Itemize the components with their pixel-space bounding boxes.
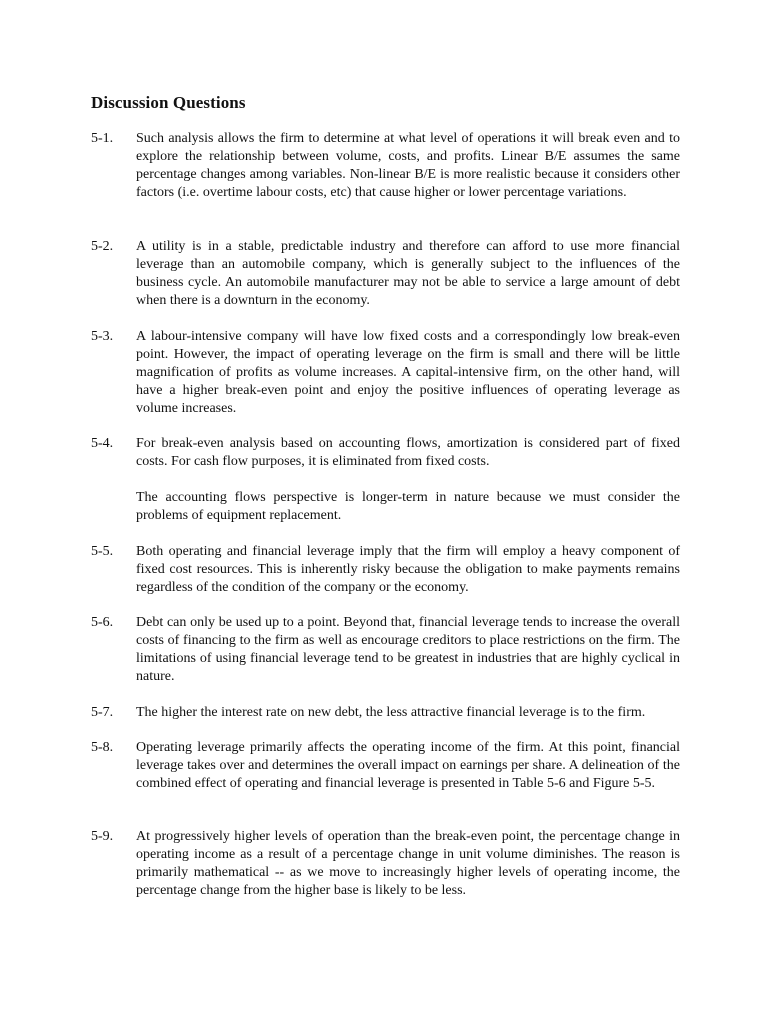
question-number: 5-2. xyxy=(91,239,114,254)
question-answer xyxy=(136,130,680,202)
question-answer xyxy=(136,614,680,686)
question-5-1 xyxy=(91,130,680,202)
question-answer xyxy=(136,435,680,525)
answer-paragraph: A labour-intensive company will have low fixed costs and a correspondingly low break-even point. However, the impact of operating leverage on the firm is small and there will be little magnification of profits as volume increases. A capital-intensive firm, on the other hand, will have a higher break-even point and enjoy the positive influences of operating leverage as volume increases. xyxy=(136,329,680,416)
question-5-2 xyxy=(91,238,680,310)
question-number: 5-4. xyxy=(91,436,114,451)
answer-paragraph: A utility is in a stable, predictable industry and therefore can afford to use more financial leverage than an automobile company, which is generally subject to the influences of the business cycle. An automobile manufacturer may not be able to service a large amount of debt when there is a downturn in the economy. xyxy=(136,239,680,308)
question-answer xyxy=(136,828,680,900)
question-number: 5-8. xyxy=(91,740,114,755)
question-number: 5-1. xyxy=(91,131,114,146)
question-number: 5-3. xyxy=(91,329,114,344)
question-5-9 xyxy=(91,828,680,900)
answer-paragraph: Operating leverage primarily affects the operating income of the firm. At this point, financial leverage takes over and determines the overall impact on earnings per share. A delineation of the combined effect of operating and financial leverage is presented in Table 5-6 and Figure 5-5. xyxy=(136,740,680,791)
question-answer xyxy=(136,238,680,310)
question-answer xyxy=(136,739,680,793)
question-answer xyxy=(136,704,680,722)
answer-paragraph: For break-even analysis based on accounting flows, amortization is considered part of fixed costs. For cash flow purposes, it is eliminated from fixed costs. xyxy=(136,436,680,469)
answer-paragraph: At progressively higher levels of operation than the break-even point, the percentage change in operating income as a result of a percentage change in unit volume diminishes. The reason is primarily mathematical -- as we move to increasingly higher levels of operating income, the percentage change from the higher base is likely to be less. xyxy=(136,829,680,898)
answer-paragraph: The higher the interest rate on new debt, the less attractive financial leverage is to the firm. xyxy=(136,705,646,720)
question-5-4 xyxy=(91,435,680,525)
question-5-7 xyxy=(91,704,680,722)
question-5-3 xyxy=(91,328,680,418)
question-5-8 xyxy=(91,739,680,793)
answer-paragraph: The accounting flows perspective is longer-term in nature because we must consider the problems of equipment replacement. xyxy=(136,490,680,523)
question-number: 5-7. xyxy=(91,705,114,720)
page-title: Discussion Questions xyxy=(91,93,246,112)
question-answer xyxy=(136,543,680,597)
question-5-5 xyxy=(91,543,680,597)
question-number: 5-6. xyxy=(91,615,114,630)
answer-paragraph: Such analysis allows the firm to determine at what level of operations it will break even and to explore the relationship between volume, costs, and profits. Linear B/E assumes the same percentage changes among variables. Non-linear B/E is more realistic because it considers other factors (i.e. overtime labour costs, etc) that cause higher or lower percentage variations. xyxy=(136,131,680,200)
answer-paragraph: Debt can only be used up to a point. Beyond that, financial leverage tends to increase the overall costs of financing to the firm as well as encourage creditors to place restrictions on the firm. The limitations of using financial leverage tend to be greatest in industries that are highly cyclical in nature. xyxy=(136,615,680,684)
answer-paragraph: Both operating and financial leverage imply that the firm will employ a heavy component of fixed cost resources. This is inherently risky because the obligation to make payments remains regardless of the condition of the company or the economy. xyxy=(136,544,680,595)
question-number: 5-5. xyxy=(91,544,114,559)
question-number: 5-9. xyxy=(91,829,114,844)
question-answer xyxy=(136,328,680,418)
question-5-6 xyxy=(91,614,680,686)
